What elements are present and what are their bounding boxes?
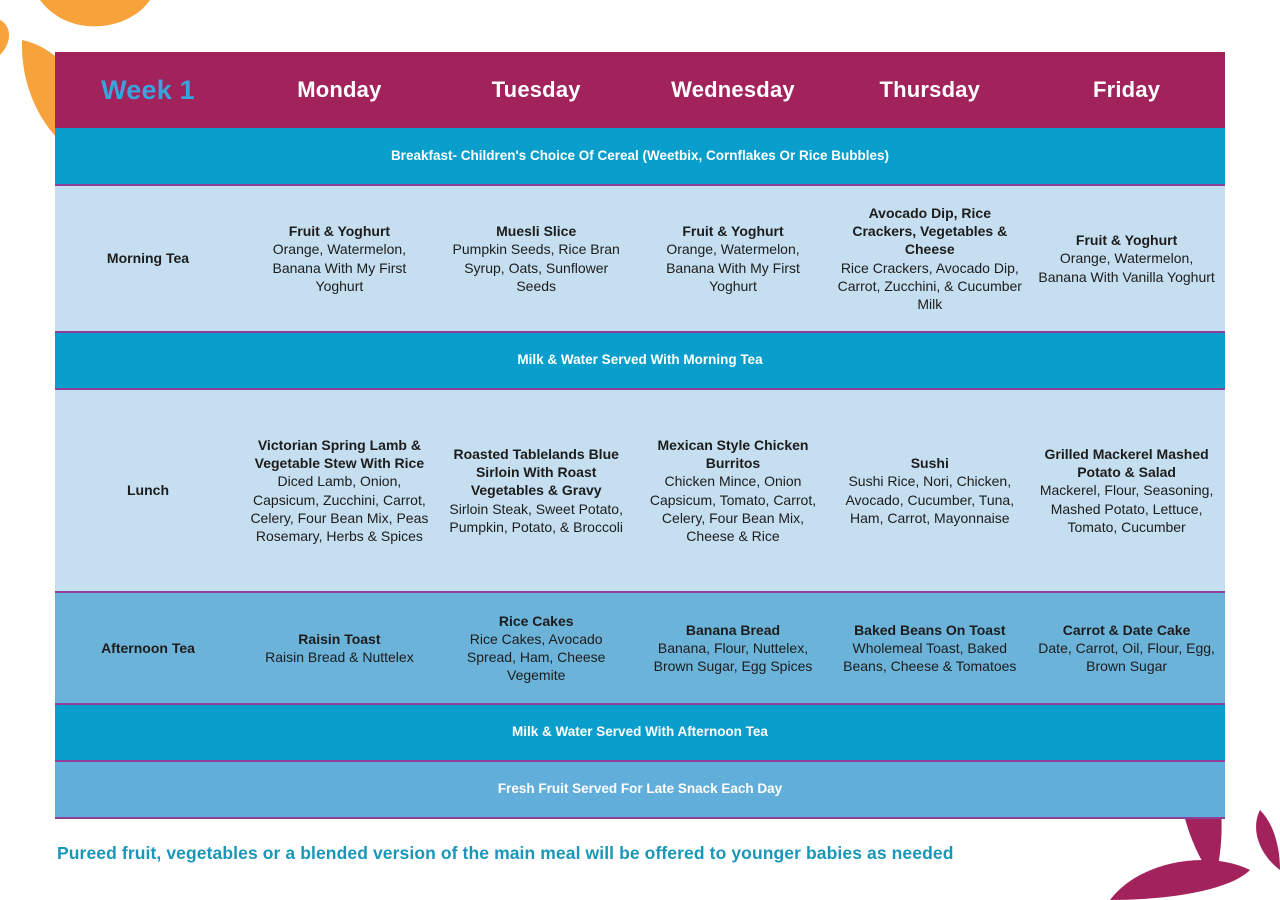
lunch-wednesday — [635, 389, 832, 592]
dish-name: Fruit & Yoghurt — [1075, 232, 1178, 249]
dish-ingredients: Chicken Mince, Onion Capsicum, Tomato, Carrot, Celery, Four Bean Mix, Cheese & Rice — [649, 473, 817, 544]
afternoon-tea-wednesday — [635, 592, 832, 704]
day-header-thursday: Thursday — [879, 76, 981, 102]
afternoon-tea-thursday — [831, 592, 1028, 704]
day-header-monday: Monday — [297, 76, 382, 102]
lunch-row — [55, 389, 1225, 592]
menu-header-row — [55, 52, 1225, 128]
dish-ingredients: Orange, Watermelon, Banana With My First Yoghurt — [666, 241, 800, 294]
dish-name: Banana Bread — [685, 621, 781, 638]
late-snack-note: Fresh Fruit Served For Late Snack Each Day — [55, 761, 1225, 818]
dish-ingredients: Sirloin Steak, Sweet Potato, Pumpkin, Potato, & Broccoli — [449, 500, 623, 535]
week-label: Week 1 — [101, 74, 195, 105]
morning-tea-tuesday — [438, 185, 635, 332]
dish-name: Grilled Mackerel Mashed Potato & Salad — [1044, 445, 1209, 481]
dish-ingredients: Date, Carrot, Oil, Flour, Egg, Brown Sugar — [1038, 639, 1215, 675]
afternoon-tea-tuesday — [438, 592, 635, 704]
lunch-friday — [1028, 389, 1225, 592]
morning-drinks-note: Milk & Water Served With Morning Tea — [55, 332, 1225, 389]
dish-name: Raisin Toast — [298, 630, 381, 647]
morning-tea-monday — [241, 185, 438, 332]
dish-ingredients: Banana, Flour, Nuttelex, Brown Sugar, Egg Spices — [653, 639, 813, 675]
late-snack-band — [55, 761, 1225, 818]
dish-name: Fruit & Yoghurt — [288, 223, 391, 240]
dish-name: Muesli Slice — [496, 223, 577, 240]
day-header-friday: Friday — [1092, 76, 1161, 102]
breakfast-note: Breakfast- Children's Choice Of Cereal (Weetbix, Cornflakes Or Rice Bubbles) — [55, 128, 1225, 185]
morning-drinks-band — [55, 332, 1225, 389]
dish-ingredients: Raisin Bread & Nuttelex — [265, 649, 414, 665]
afternoon-tea-friday — [1028, 592, 1225, 704]
dish-ingredients: Sushi Rice, Nori, Chicken, Avocado, Cucumber, Tuna, Ham, Carrot, Mayonnaise — [845, 473, 1015, 526]
dish-ingredients: Diced Lamb, Onion, Capsicum, Zucchini, Carrot, Celery, Four Bean Mix, Peas Rosemary, Herbs & Spices — [250, 473, 429, 544]
dish-name: Rice Cakes — [498, 612, 574, 629]
morning-tea-wednesday — [635, 185, 832, 332]
lunch-monday — [241, 389, 438, 592]
morning-tea-label: Morning Tea — [55, 185, 241, 332]
dish-ingredients: Mackerel, Flour, Seasoning, Mashed Potato, Lettuce, Tomato, Cucumber — [1039, 482, 1214, 535]
afternoon-tea-row — [55, 592, 1225, 704]
dish-name: Roasted Tablelands Blue Sirloin With Roast Vegetables & Gravy — [453, 445, 619, 499]
dish-name: Fruit & Yoghurt — [682, 223, 784, 240]
lunch-tuesday — [438, 389, 635, 592]
afternoon-drinks-band — [55, 704, 1225, 761]
dish-ingredients: Rice Crackers, Avocado Dip, Carrot, Zucchini, & Cucumber Milk — [837, 259, 1022, 312]
dish-name: Mexican Style Chicken Burritos — [657, 436, 809, 472]
dish-name: Carrot & Date Cake — [1062, 621, 1191, 638]
dish-name: Sushi — [910, 455, 949, 472]
babies-footnote: Pureed fruit, vegetables or a blended version of the main meal will be offered to younger babies as needed — [57, 843, 954, 863]
dish-ingredients: Pumpkin Seeds, Rice Bran Syrup, Oats, Sunflower Seeds — [452, 241, 620, 294]
morning-tea-friday — [1028, 185, 1225, 332]
day-header-tuesday: Tuesday — [491, 76, 581, 102]
afternoon-tea-label: Afternoon Tea — [55, 592, 241, 704]
afternoon-tea-monday — [241, 592, 438, 704]
weekly-menu-table — [55, 52, 1225, 819]
dish-name: Baked Beans On Toast — [854, 621, 1006, 638]
dish-name: Avocado Dip, Rice Crackers, Vegetables & Cheese — [852, 204, 1008, 258]
dish-ingredients: Wholemeal Toast, Baked Beans, Cheese & Tomatoes — [843, 639, 1017, 675]
afternoon-drinks-note: Milk & Water Served With Afternoon Tea — [55, 704, 1225, 761]
dish-ingredients: Rice Cakes, Avocado Spread, Ham, Cheese Vegemite — [466, 630, 606, 684]
breakfast-band — [55, 128, 1225, 185]
lunch-thursday — [831, 389, 1028, 592]
dish-ingredients: Orange, Watermelon, Banana With Vanilla Yoghurt — [1038, 250, 1215, 285]
morning-tea-thursday — [831, 185, 1028, 332]
lunch-label: Lunch — [55, 389, 241, 592]
morning-tea-row — [55, 185, 1225, 332]
dish-ingredients: Orange, Watermelon, Banana With My First Yoghurt — [272, 241, 407, 294]
day-header-wednesday: Wednesday — [671, 76, 795, 102]
dish-name: Victorian Spring Lamb & Vegetable Stew With Rice — [254, 436, 425, 472]
